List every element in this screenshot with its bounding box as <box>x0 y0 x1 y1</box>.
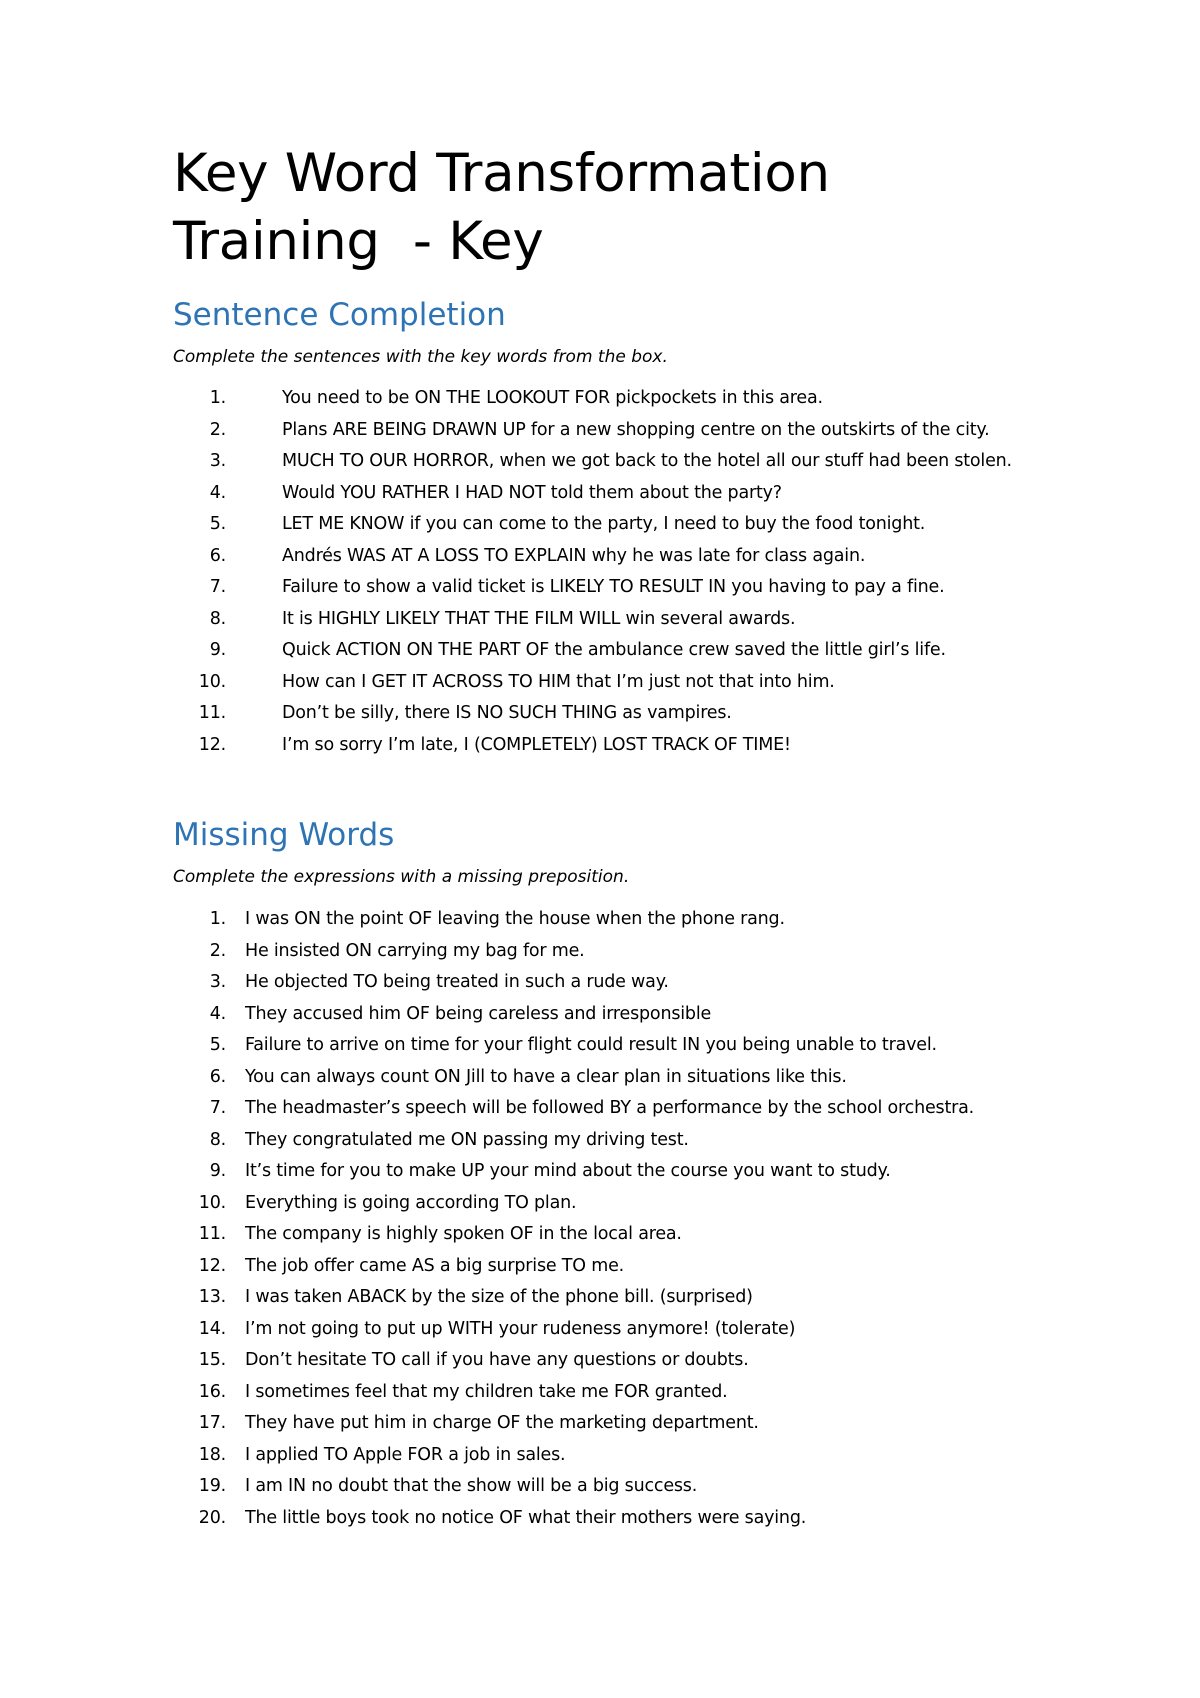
list-item <box>173 1314 1033 1346</box>
section-heading-missing-words: Missing Words <box>173 817 395 853</box>
list-item-number: 2. <box>209 419 226 440</box>
list-item-text: Don’t be silly, there IS NO SUCH THING as vampires. <box>282 703 732 723</box>
list-item-text: They congratulated me ON passing my driving test. <box>245 1129 689 1150</box>
list-item <box>173 1125 1033 1157</box>
list-item-text: Everything is going according TO plan. <box>245 1192 577 1213</box>
list-item-number: 5. <box>209 514 226 534</box>
list-item-text: I was ON the point OF leaving the house when the phone rang. <box>245 909 785 929</box>
list-item-text: I’m not going to put up WITH your rudeness anymore! (tolerate) <box>245 1318 796 1339</box>
list-item-text: Failure to show a valid ticket is LIKELY TO RESULT IN you having to pay a fine. <box>282 577 945 597</box>
list-item-text: How can I GET IT ACROSS TO HIM that I’m just not that into him. <box>282 671 835 692</box>
list-item <box>173 446 1033 478</box>
list-item-number: 12. <box>198 734 226 755</box>
list-item-text: MUCH TO OUR HORROR, when we got back to the hotel all our stuff had been stolen. <box>282 451 1012 471</box>
list-item <box>173 967 1033 999</box>
list-item <box>173 698 1033 730</box>
list-item-number: 3. <box>209 451 226 471</box>
list-item <box>173 1408 1033 1440</box>
list-item-number: 6. <box>209 1066 226 1087</box>
list-item <box>173 1093 1033 1125</box>
list-item <box>173 1030 1033 1062</box>
list-item-text: LET ME KNOW if you can come to the party, I need to buy the food tonight. <box>282 514 926 534</box>
list-item-text: It is HIGHLY LIKELY THAT THE FILM WILL win several awards. <box>282 608 796 629</box>
list-item-number: 11. <box>198 1224 226 1244</box>
list-item <box>173 509 1033 541</box>
list-item-number: 10. <box>198 1192 226 1213</box>
list-item-number: 12. <box>198 1255 226 1276</box>
list-item-text: The company is highly spoken OF in the local area. <box>245 1224 682 1244</box>
list-item <box>173 999 1033 1031</box>
list-item-number: 17. <box>198 1413 226 1433</box>
list-item-text: They have put him in charge OF the marketing department. <box>245 1413 759 1433</box>
list-item-text: The little boys took no notice OF what their mothers were saying. <box>245 1507 807 1528</box>
list-item <box>173 1062 1033 1094</box>
list-item-number: 3. <box>209 972 226 992</box>
list-item-text: You need to be ON THE LOOKOUT FOR pickpockets in this area. <box>282 388 823 408</box>
list-item-number: 9. <box>209 1161 226 1181</box>
list-item <box>173 1503 1033 1535</box>
list-item-text: I’m so sorry I’m late, I (COMPLETELY) LOST TRACK OF TIME! <box>282 734 791 755</box>
list-item-number: 15. <box>198 1350 226 1370</box>
list-item-text: He insisted ON carrying my bag for me. <box>245 940 585 961</box>
list-item-text: Don’t hesitate TO call if you have any questions or doubts. <box>245 1350 749 1370</box>
section-instructions-sentence-completion: Complete the sentences with the key words from the box. <box>173 347 668 367</box>
list-item-number: 8. <box>209 608 226 629</box>
list-item-number: 2. <box>209 940 226 961</box>
list-item-text: I am IN no doubt that the show will be a big success. <box>245 1476 698 1496</box>
list-item <box>173 1188 1033 1220</box>
list-item-text: Failure to arrive on time for your flight could result IN you being unable to travel. <box>245 1035 937 1055</box>
list-item-text: Quick ACTION ON THE PART OF the ambulance crew saved the little girl’s life. <box>282 640 946 660</box>
list-item-number: 1. <box>209 909 226 929</box>
list-item-number: 7. <box>209 577 226 597</box>
list-item-number: 19. <box>198 1476 226 1496</box>
list-item-number: 7. <box>209 1098 226 1118</box>
list-item-text: I was taken ABACK by the size of the phone bill. (surprised) <box>245 1287 753 1307</box>
list-item <box>173 1282 1033 1314</box>
list-item-number: 8. <box>209 1129 226 1150</box>
list-item <box>173 1219 1033 1251</box>
list-item <box>173 904 1033 936</box>
list-item <box>173 635 1033 667</box>
list-item-number: 4. <box>209 1003 226 1024</box>
list-item <box>173 1156 1033 1188</box>
document-title <box>173 140 1073 276</box>
list-item-number: 13. <box>198 1287 226 1307</box>
section-instructions-missing-words: Complete the expressions with a missing preposition. <box>173 867 630 887</box>
title-line-1: Key Word Transformation <box>173 143 830 204</box>
list-item <box>173 730 1033 762</box>
list-item <box>173 604 1033 636</box>
section-heading-sentence-completion: Sentence Completion <box>173 297 506 333</box>
list-item <box>173 572 1033 604</box>
list-item-number: 5. <box>209 1035 226 1055</box>
list-item-number: 11. <box>198 703 226 723</box>
list-item-number: 9. <box>209 640 226 660</box>
list-item-text: It’s time for you to make UP your mind about the course you want to study. <box>245 1161 891 1181</box>
sentence-completion-list <box>173 383 1033 761</box>
title-line-2: Training - Key <box>173 211 544 272</box>
list-item <box>173 1471 1033 1503</box>
list-item-number: 10. <box>198 671 226 692</box>
list-item-number: 6. <box>209 545 226 566</box>
list-item-text: I sometimes feel that my children take me FOR granted. <box>245 1381 728 1402</box>
list-item-text: Plans ARE BEING DRAWN UP for a new shopping centre on the outskirts of the city. <box>282 419 990 440</box>
list-item <box>173 415 1033 447</box>
list-item-text: The job offer came AS a big surprise TO me. <box>245 1255 625 1276</box>
list-item-number: 20. <box>198 1507 226 1528</box>
list-item-text: You can always count ON Jill to have a clear plan in situations like this. <box>245 1066 847 1087</box>
list-item-number: 14. <box>198 1318 226 1339</box>
list-item-text: I applied TO Apple FOR a job in sales. <box>245 1444 566 1465</box>
missing-words-list <box>173 904 1033 1534</box>
list-item-number: 16. <box>198 1381 226 1402</box>
list-item <box>173 1440 1033 1472</box>
list-item <box>173 1345 1033 1377</box>
list-item <box>173 1251 1033 1283</box>
list-item <box>173 1377 1033 1409</box>
list-item-number: 18. <box>198 1444 226 1465</box>
list-item-text: He objected TO being treated in such a rude way. <box>245 972 669 992</box>
list-item-number: 1. <box>209 388 226 408</box>
list-item <box>173 478 1033 510</box>
list-item <box>173 667 1033 699</box>
list-item <box>173 541 1033 573</box>
list-item-number: 4. <box>209 482 226 503</box>
list-item-text: The headmaster’s speech will be followed BY a performance by the school orchestra. <box>245 1098 974 1118</box>
list-item <box>173 383 1033 415</box>
list-item-text: Andrés WAS AT A LOSS TO EXPLAIN why he was late for class again. <box>282 545 866 566</box>
list-item-text: They accused him OF being careless and irresponsible <box>245 1003 712 1024</box>
list-item <box>173 936 1033 968</box>
list-item-text: Would YOU RATHER I HAD NOT told them about the party? <box>282 482 782 503</box>
